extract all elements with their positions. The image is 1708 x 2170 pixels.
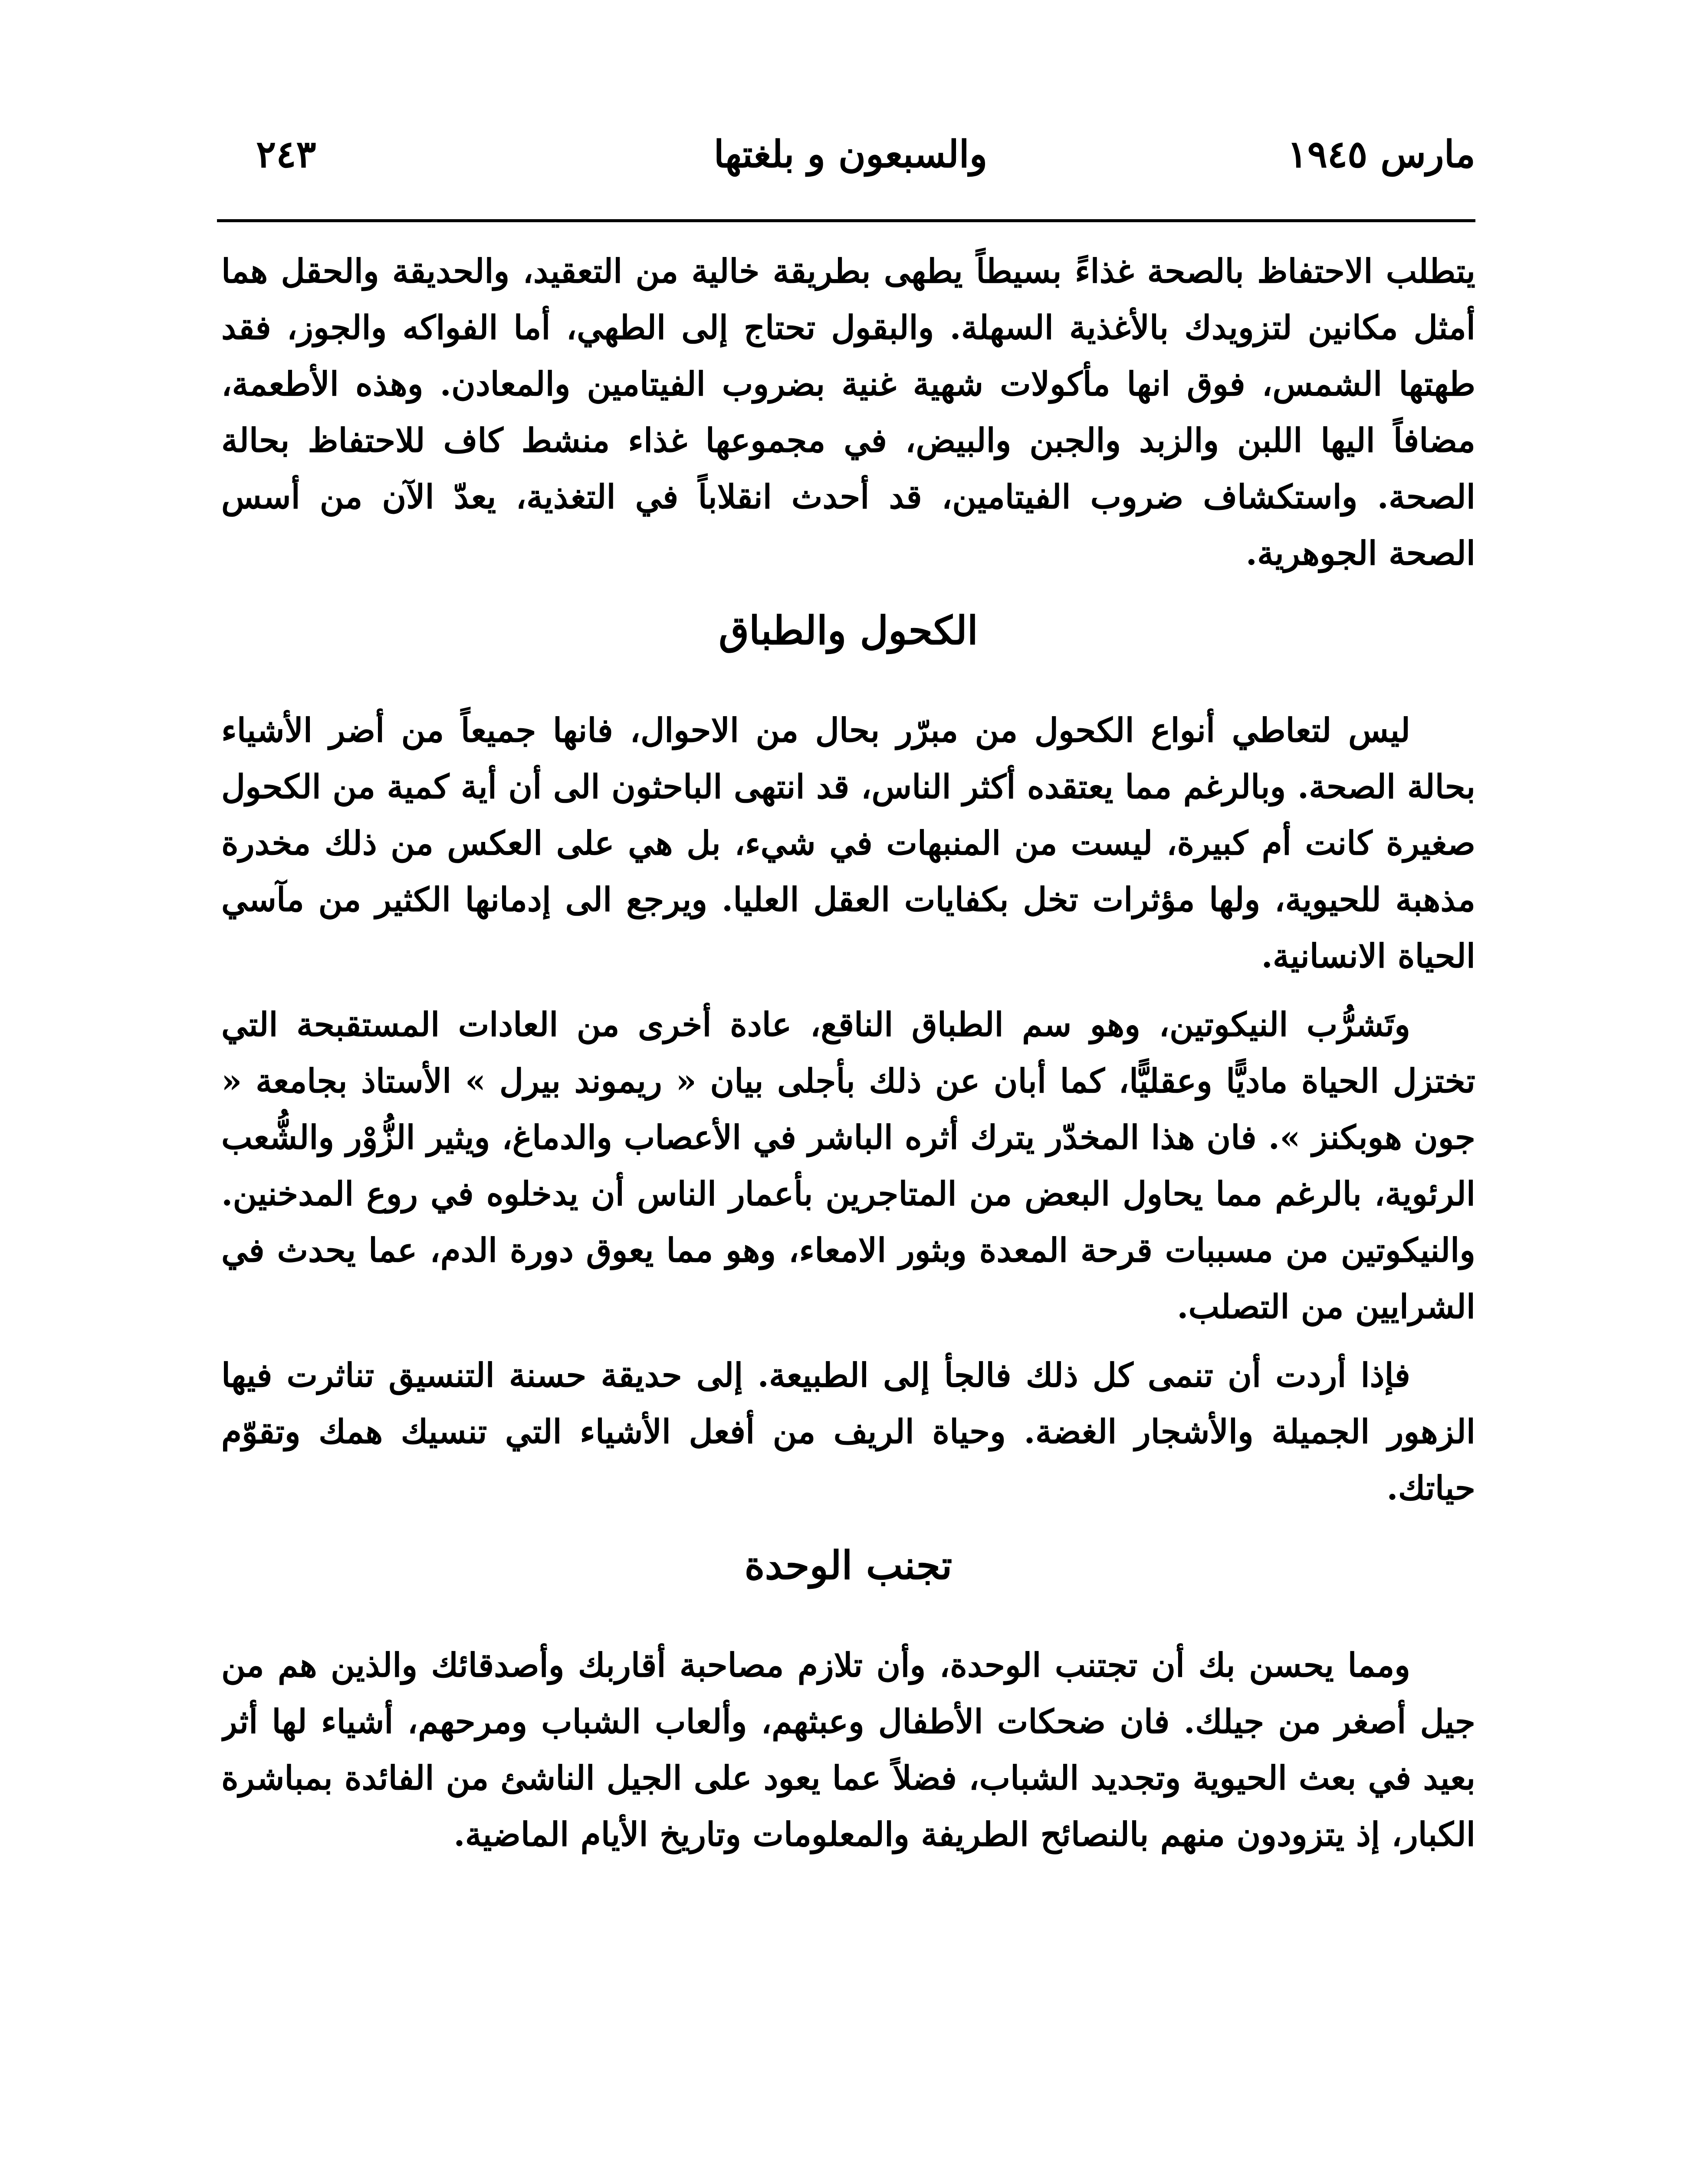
paragraph-nicotine: وتَشرُّب النيكوتين، وهو سم الطباق الناقع، عادة أخرى من العادات المستقبحة التي تختزل الحياة ماديًّا وعقليًّا، كما أبان عن ذلك بأجلى بيان « ريموند بيرل » الأستاذ بجامعة « جون هوبكنز ». فان هذا المخدّر يترك أثره الباشر في الأعصاب والدماغ، ويثير الزُّوْر والشُّعب الرئوية، بالرغم مما يحاول البعض من المتاجرين بأعمار الناس أن يدخلوه في روع المدخنين. والنيكوتين من مسببات قرحة المعدة وبثور الامعاء، وهو مما يعوق دورة الدم، عما يحدث في الشرايين من التصلب. (221, 1005, 1475, 1326)
paragraph-companionship: ومما يحسن بك أن تجتنب الوحدة، وأن تلازم مصاحبة أقاربك وأصدقائك والذين هم من جيل أصغر من جيلك. فان ضحكات الأطفال وعبثهم، وألعاب الشباب ومرحهم، أشياء لها أثر بعيد في بعث الحيوية وتجديد الشباب، فضلاً عما يعود على الجيل الناشئ من الفائدة بمباشرة الكبار، إذ يتزودون منهم بالنصائح الطريفة والمعلومات وتاريخ الأيام الماضية. (221, 1646, 1475, 1854)
issue-date: مارس ١٩٤٥ (1287, 132, 1475, 176)
article-body (221, 243, 1475, 2170)
running-header (226, 124, 1475, 193)
section-heading-avoid-loneliness: تجنب الوحدة (744, 1542, 953, 1588)
paragraph-nature: فإذا أردت أن تنمى كل ذلك فالجأ إلى الطبيعة. إلى حديقة حسنة التنسيق تناثرت فيها الزهور الجميلة والأشجار الغضة. وحياة الريف من أفعل الأشياء التي تنسيك همك وتقوّم حياتك. (221, 1356, 1475, 1507)
running-title: والسبعون و بلغتها (713, 132, 988, 176)
paragraph-nutrition: يتطلب الاحتفاظ بالصحة غذاءً بسيطاً يطهى بطريقة خالية من التعقيد، والحديقة والحقل هما أمثل مكانين لتزويدك بالأغذية السهلة. والبقول تحتاج إلى الطهي، أما الفواكه والجوز، فقد طهتها الشمس، فوق انها مأكولات شهية غنية بضروب الفيتامين والمعادن. وهذه الأطعمة، مضافاً اليها اللبن والزبد والجبن والبيض، في مجموعها غذاء منشط كاف للاحتفاظ بحالة الصحة. واستكشاف ضروب الفيتامين، قد أحدث انقلاباً في التغذية، يعدّ الآن من أسس الصحة الجوهرية. (221, 252, 1475, 572)
page-number: ٢٤٣ (256, 132, 316, 176)
section-heading-alcohol-tobacco: الكحول والطباق (719, 608, 978, 654)
header-rule (217, 219, 1475, 222)
paragraph-alcohol: ليس لتعاطي أنواع الكحول من مبرّر بحال من الاحوال، فانها جميعاً من أضر الأشياء بحالة الصحة. وبالرغم مما يعتقده أكثر الناس، قد انتهى الباحثون الى أن أية كمية من الكحول صغيرة كانت أم كبيرة، ليست من المنبهات في شيء، بل هي على العكس من ذلك مخدرة مذهبة للحيوية، ولها مؤثرات تخل بكفايات العقل العليا. ويرجع الى إدمانها الكثير من مآسي الحياة الانسانية. (221, 711, 1475, 975)
